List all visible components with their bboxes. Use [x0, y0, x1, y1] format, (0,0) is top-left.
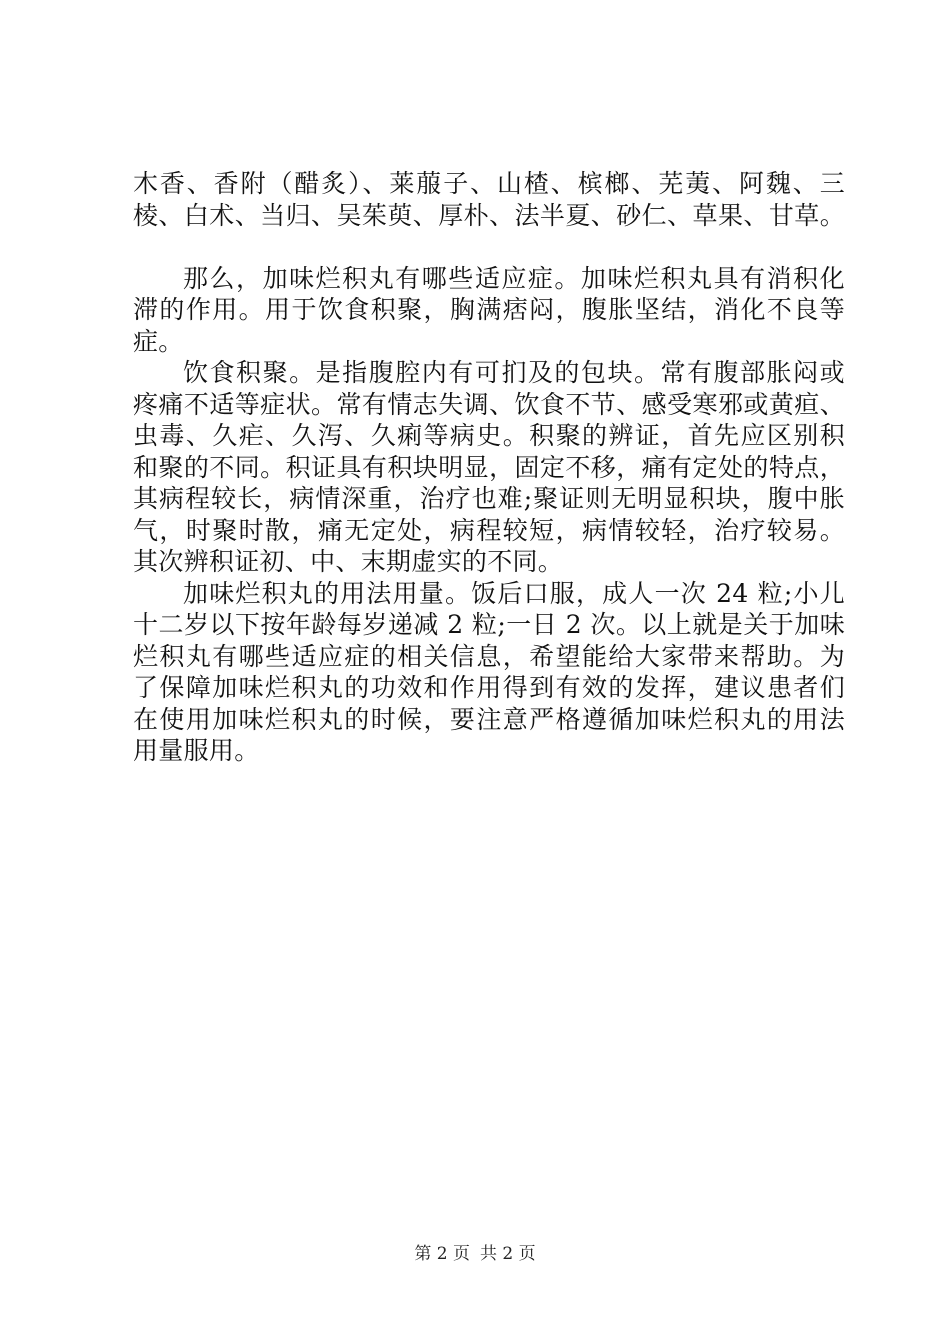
page-number-current: 第 2 页 [414, 1244, 470, 1264]
text-line: 滞的作用。用于饮食积聚，胸满痞闷，腹胀坚结，消化不良等 [133, 295, 845, 324]
text-line: 疼痛不适等症状。常有情志失调、饮食不节、感受寒邪或黄疸、 [133, 389, 845, 419]
text-line: 虫毒、久疟、久泻、久痢等病史。积聚的辨证，首先应区别积 [133, 421, 845, 450]
text-line: 和聚的不同。积证具有积块明显，固定不移，痛有定处的特点， [133, 452, 845, 482]
text-line: 症。 [133, 326, 184, 356]
text-line: 那么，加味烂积丸有哪些适应症。加味烂积丸具有消积化 [183, 263, 845, 293]
text-line: 其次辨积证初、中、末期虚实的不同。 [133, 547, 564, 576]
text-line: 其病程较长，病情深重，治疗也难;聚证则无明显积块，腹中胀 [133, 484, 845, 513]
page-footer [0, 1243, 950, 1265]
text-line: 气，时聚时散，痛无定处，病程较短，病情较轻，治疗较易。 [133, 515, 845, 545]
document-body [133, 168, 845, 767]
page-number-total: 共 2 页 [480, 1244, 536, 1264]
text-line: 棱、白术、当归、吴茱萸、厚朴、法半夏、砂仁、草果、甘草。 [133, 200, 845, 230]
text-line: 十二岁以下按年龄每岁递减 2 粒;一日 2 次。以上就是关于加味 [133, 610, 845, 639]
text-line: 饮食积聚。是指腹腔内有可扪及的包块。常有腹部胀闷或 [183, 358, 845, 387]
text-line: 了保障加味烂积丸的功效和作用得到有效的发挥，建议患者们 [133, 673, 845, 702]
text-line: 用量服用。 [133, 736, 260, 765]
text-line: 加味烂积丸的用法用量。饭后口服，成人一次 24 粒;小儿 [183, 578, 845, 608]
text-line: 烂积丸有哪些适应症的相关信息，希望能给大家带来帮助。为 [133, 641, 845, 671]
paragraph-gap [133, 231, 845, 263]
text-line: 木香、香附（醋炙）、莱菔子、山楂、槟榔、芜荑、阿魏、三 [133, 169, 845, 198]
text-line: 在使用加味烂积丸的时候，要注意严格遵循加味烂积丸的用法 [133, 704, 845, 734]
